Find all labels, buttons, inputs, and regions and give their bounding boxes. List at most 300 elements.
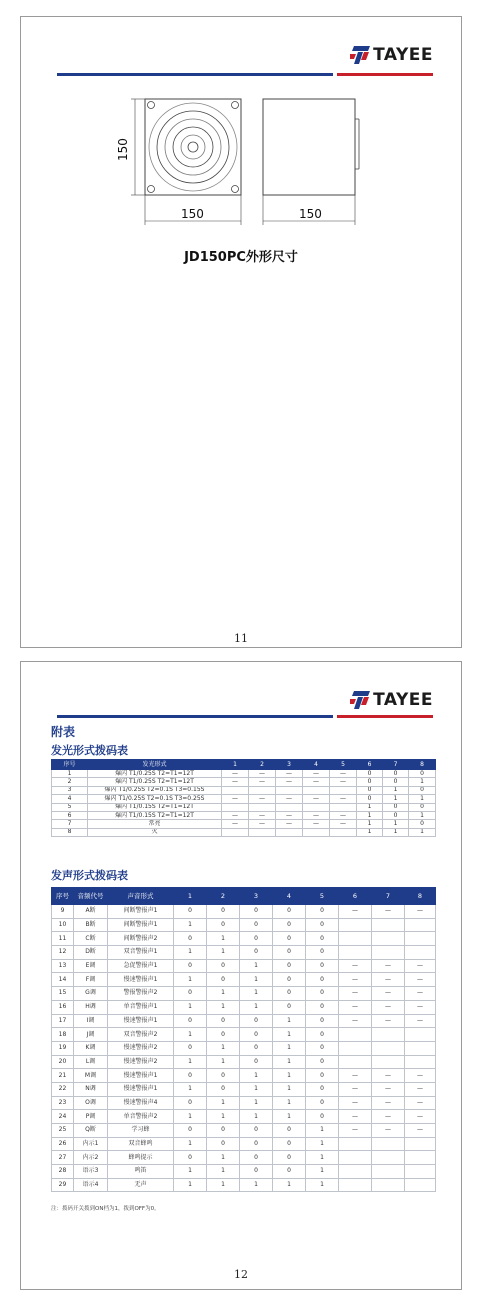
table-cell [405, 1028, 436, 1042]
table-cell: J调 [74, 1028, 108, 1042]
table-cell: L调 [74, 1055, 108, 1069]
table-cell: — [372, 973, 405, 987]
light-mode-dip-table [51, 759, 436, 837]
table-cell: 1 [357, 803, 383, 811]
table-cell: 15 [52, 987, 74, 1001]
table-row [52, 1151, 436, 1165]
table-cell: 0 [207, 959, 240, 973]
table-cell: 13 [52, 959, 74, 973]
table-cell: 0 [306, 918, 339, 932]
table-cell: 0 [357, 778, 383, 786]
table-cell: — [372, 1014, 405, 1028]
table-cell [339, 918, 372, 932]
table-row [52, 1055, 436, 1069]
table-cell: 12 [52, 946, 74, 960]
table-cell: — [339, 1014, 372, 1028]
dim-width-side-label: 150 [299, 207, 322, 221]
header-rule-red [337, 73, 433, 76]
table-cell: 爆闪 T1/0.25S T2=0.1S T3=0.15S [88, 786, 222, 794]
table-cell: — [372, 987, 405, 1001]
dim-width-front-label: 150 [181, 207, 204, 221]
table-cell: 0 [240, 1055, 273, 1069]
table-cell: 1 [207, 1096, 240, 1110]
table-cell: 7 [52, 820, 88, 828]
table-row [52, 1124, 436, 1138]
table-cell: 16 [52, 1000, 74, 1014]
table-cell: 1 [240, 1069, 273, 1083]
table-cell: G调 [74, 987, 108, 1001]
table-cell [372, 1165, 405, 1179]
table-cell: 18 [52, 1028, 74, 1042]
table-cell: 间断警报声1 [108, 905, 174, 919]
table-cell: 间断警报声1 [108, 918, 174, 932]
table-cell: — [372, 1082, 405, 1096]
table-cell: 内示2 [74, 1151, 108, 1165]
table-cell [339, 1137, 372, 1151]
table-cell: — [405, 987, 436, 1001]
table-cell: — [339, 959, 372, 973]
table-cell [372, 932, 405, 946]
table-cell: 0 [409, 786, 436, 794]
table-cell: 1 [207, 1165, 240, 1179]
table-cell: — [339, 1082, 372, 1096]
table-cell: 0 [240, 946, 273, 960]
table-cell [276, 803, 303, 811]
table-cell: 警报警报声2 [108, 987, 174, 1001]
table-cell: 学习蜂 [108, 1124, 174, 1138]
dim-height-label: 150 [116, 138, 130, 161]
table-cell: 内示1 [74, 1137, 108, 1151]
table-cell: 0 [306, 1000, 339, 1014]
table-cell: 0 [273, 1165, 306, 1179]
table-row [52, 1041, 436, 1055]
table-cell: 24 [52, 1110, 74, 1124]
table-cell [330, 803, 357, 811]
table-cell: 14 [52, 973, 74, 987]
table-cell: — [222, 820, 249, 828]
table-cell: F调 [74, 973, 108, 987]
table-cell: 0 [273, 905, 306, 919]
table-cell: — [249, 778, 276, 786]
table-cell: 1 [240, 1000, 273, 1014]
table-cell: 1 [207, 987, 240, 1001]
table-cell: 0 [273, 918, 306, 932]
table-cell: I调 [74, 1014, 108, 1028]
table-row [52, 959, 436, 973]
table-cell: 慢速警报声1 [108, 1069, 174, 1083]
table-row [52, 811, 436, 819]
table-cell [249, 786, 276, 794]
table-cell: 1 [174, 1178, 207, 1192]
dimension-drawing [111, 89, 371, 239]
table-cell: 0 [240, 932, 273, 946]
table-cell: 0 [174, 1041, 207, 1055]
table-cell: 0 [273, 1000, 306, 1014]
table-cell: 0 [207, 918, 240, 932]
table-cell: 慢速警报声1 [108, 1014, 174, 1028]
table-cell: 1 [273, 1014, 306, 1028]
table-cell [405, 1137, 436, 1151]
table-cell: 慢速警报声1 [108, 973, 174, 987]
table-row [52, 1082, 436, 1096]
table-cell: 慢速警报声4 [108, 1096, 174, 1110]
table-cell: 22 [52, 1082, 74, 1096]
table-cell [372, 1151, 405, 1165]
table-row [52, 1137, 436, 1151]
table-cell: 1 [273, 1055, 306, 1069]
table-cell: H调 [74, 1000, 108, 1014]
table-cell: 爆闪 T1/0.25S T2=T1=12T [88, 778, 222, 786]
tayee-logo [350, 690, 433, 710]
table-cell: 0 [240, 1041, 273, 1055]
table-cell: 慢速警报声2 [108, 1041, 174, 1055]
table-cell: — [372, 1000, 405, 1014]
table-cell: — [405, 1000, 436, 1014]
table-cell [339, 1028, 372, 1042]
table-row [52, 905, 436, 919]
table-cell [249, 803, 276, 811]
table-row [52, 786, 436, 794]
table-cell: — [330, 811, 357, 819]
table-cell: 1 [52, 770, 88, 778]
table-row [52, 946, 436, 960]
table-cell [339, 1178, 372, 1192]
table-cell: 0 [357, 786, 383, 794]
table-cell [405, 1055, 436, 1069]
table-cell: 双音警报声1 [108, 946, 174, 960]
column-header: 1 [222, 760, 249, 770]
table-cell: 1 [383, 795, 409, 803]
table-cell [339, 1151, 372, 1165]
header-rule-red [337, 715, 433, 718]
table-cell: 0 [240, 905, 273, 919]
table-cell: 0 [409, 820, 436, 828]
table-cell: 1 [306, 1124, 339, 1138]
table-cell: 0 [273, 1137, 306, 1151]
table-cell: — [276, 778, 303, 786]
table-cell: 0 [409, 770, 436, 778]
table-cell: — [222, 770, 249, 778]
table-cell: — [303, 795, 330, 803]
table-cell: — [249, 811, 276, 819]
table-cell: 0 [174, 1069, 207, 1083]
table-cell: 爆闪 T1/0.25S T2=0.1S T3=0.25S [88, 795, 222, 803]
table-cell [405, 918, 436, 932]
table-cell: 1 [174, 1082, 207, 1096]
table-cell: 0 [240, 1151, 273, 1165]
table-cell: — [405, 1082, 436, 1096]
table-cell: — [405, 1124, 436, 1138]
table-cell: 1 [174, 1110, 207, 1124]
figure-caption: JD150PC外形尺寸 [184, 250, 298, 265]
table-row [52, 778, 436, 786]
table-cell: 0 [306, 987, 339, 1001]
table-cell: 1 [240, 1082, 273, 1096]
table-cell [276, 786, 303, 794]
table-cell [405, 1041, 436, 1055]
table-cell: O调 [74, 1096, 108, 1110]
table-cell: 11 [52, 932, 74, 946]
table-cell: 1 [240, 1178, 273, 1192]
table-cell: — [303, 778, 330, 786]
column-header: 3 [276, 760, 303, 770]
column-header: 5 [330, 760, 357, 770]
table-cell: 9 [52, 905, 74, 919]
table-cell [405, 946, 436, 960]
table-cell: 0 [240, 1028, 273, 1042]
page-number: 12 [234, 1268, 248, 1281]
table-cell: 0 [207, 1137, 240, 1151]
table-cell: 1 [306, 1178, 339, 1192]
table-cell: 1 [306, 1137, 339, 1151]
table-cell: — [330, 820, 357, 828]
table-cell: 1 [174, 946, 207, 960]
table-cell: 1 [273, 1041, 306, 1055]
tayee-logo [350, 45, 433, 65]
table-cell [303, 828, 330, 836]
table-cell [339, 1041, 372, 1055]
table-cell: — [339, 987, 372, 1001]
table-cell [339, 1165, 372, 1179]
page-11 [20, 16, 462, 648]
table-cell: 1 [273, 1096, 306, 1110]
table-cell: — [330, 795, 357, 803]
table-row [52, 1178, 436, 1192]
brand-name: TAYEE [373, 690, 433, 710]
table-cell: 3 [52, 786, 88, 794]
table-cell: — [222, 811, 249, 819]
table-cell: 1 [207, 1110, 240, 1124]
table-cell: 灭 [88, 828, 222, 836]
table-cell: 0 [409, 803, 436, 811]
table-cell: N调 [74, 1082, 108, 1096]
table-cell: 1 [357, 820, 383, 828]
table-cell: 0 [207, 1028, 240, 1042]
table-cell: 0 [306, 1096, 339, 1110]
table-cell: 1 [174, 918, 207, 932]
table-cell: 27 [52, 1151, 74, 1165]
table-cell: 1 [240, 959, 273, 973]
table-cell: 1 [357, 828, 383, 836]
table-cell: 0 [273, 973, 306, 987]
table-cell: 1 [409, 811, 436, 819]
table-cell: K调 [74, 1041, 108, 1055]
column-header: 8 [405, 888, 436, 905]
sound-table-title: 发声形式拨码表 [51, 869, 128, 882]
table-cell: 1 [383, 828, 409, 836]
table-cell: 0 [383, 803, 409, 811]
table-cell: 0 [306, 1069, 339, 1083]
table-cell: 5 [52, 803, 88, 811]
table-cell: — [339, 1110, 372, 1124]
table-cell: — [303, 770, 330, 778]
table-cell: 0 [306, 1041, 339, 1055]
table-cell: 0 [174, 1096, 207, 1110]
table-cell: 爆闪 T1/0.25S T2=T1=12T [88, 770, 222, 778]
column-header: 音频代号 [74, 888, 108, 905]
table-cell: 1 [240, 987, 273, 1001]
page-12 [20, 661, 462, 1290]
table-cell: 0 [383, 811, 409, 819]
table-cell: — [339, 1000, 372, 1014]
table-cell: 1 [174, 1028, 207, 1042]
table-cell: 慢速警报声2 [108, 1055, 174, 1069]
table-cell: C断 [74, 932, 108, 946]
table-cell: 0 [383, 778, 409, 786]
table-cell [330, 828, 357, 836]
tayee-logo-icon [350, 46, 370, 64]
table-cell: — [372, 1096, 405, 1110]
table-cell: 1 [207, 1041, 240, 1055]
table-cell [222, 786, 249, 794]
table-cell: 6 [52, 811, 88, 819]
table-cell: 急促警报声1 [108, 959, 174, 973]
table-cell: — [372, 905, 405, 919]
table-cell: — [405, 959, 436, 973]
column-header: 4 [273, 888, 306, 905]
table-row [52, 1096, 436, 1110]
header-rule-blue [57, 73, 333, 76]
table-cell: 1 [306, 1165, 339, 1179]
table-cell: 1 [273, 1028, 306, 1042]
table-cell: 1 [207, 1000, 240, 1014]
table-cell: — [330, 778, 357, 786]
table-cell: 0 [357, 795, 383, 803]
column-header: 1 [174, 888, 207, 905]
table-cell [222, 828, 249, 836]
table-cell: — [330, 770, 357, 778]
table-cell: — [405, 905, 436, 919]
table-cell: 0 [174, 1014, 207, 1028]
table-cell [276, 828, 303, 836]
column-header: 序号 [52, 760, 88, 770]
table-cell [372, 946, 405, 960]
table-row [52, 1069, 436, 1083]
table-row [52, 1014, 436, 1028]
table-cell: B断 [74, 918, 108, 932]
table-cell: 0 [273, 946, 306, 960]
column-header: 序号 [52, 888, 74, 905]
table-cell: 0 [174, 1124, 207, 1138]
column-header: 2 [249, 760, 276, 770]
column-header: 8 [409, 760, 436, 770]
table-cell: 1 [273, 1082, 306, 1096]
table-cell: D断 [74, 946, 108, 960]
table-cell: 0 [240, 1137, 273, 1151]
table-cell: 1 [273, 1110, 306, 1124]
table-cell: 0 [383, 770, 409, 778]
table-cell: 28 [52, 1165, 74, 1179]
table-cell: 0 [174, 905, 207, 919]
table-cell: — [276, 820, 303, 828]
table-cell: 1 [357, 811, 383, 819]
table-cell: — [339, 1124, 372, 1138]
table-cell: M调 [74, 1069, 108, 1083]
table-cell: E调 [74, 959, 108, 973]
table-cell [339, 946, 372, 960]
table-cell: 1 [240, 1110, 273, 1124]
table-cell: 0 [207, 1069, 240, 1083]
table-cell: 0 [174, 932, 207, 946]
column-header: 6 [357, 760, 383, 770]
table-cell [222, 803, 249, 811]
table-cell: 0 [306, 1082, 339, 1096]
tayee-logo-icon [350, 691, 370, 709]
table-cell: 0 [240, 1124, 273, 1138]
table-cell: 0 [174, 959, 207, 973]
table-row [52, 820, 436, 828]
table-cell: 1 [174, 1055, 207, 1069]
table-cell: 1 [409, 828, 436, 836]
table-cell [372, 1055, 405, 1069]
table-cell [405, 1165, 436, 1179]
table-cell: 慢速警报声1 [108, 1082, 174, 1096]
table-cell: 0 [174, 987, 207, 1001]
table-cell: 0 [207, 973, 240, 987]
table-cell: — [372, 1124, 405, 1138]
table-cell: — [372, 959, 405, 973]
table-cell: — [372, 1110, 405, 1124]
table-cell: 2 [52, 778, 88, 786]
table-cell: 23 [52, 1096, 74, 1110]
table-cell: — [276, 770, 303, 778]
table-cell: 1 [207, 946, 240, 960]
table-cell: 0 [174, 1151, 207, 1165]
table-row [52, 1028, 436, 1042]
light-table-title: 发光形式拨码表 [51, 744, 128, 757]
column-header: 4 [303, 760, 330, 770]
table-cell: 常亮 [88, 820, 222, 828]
table-cell: 0 [306, 946, 339, 960]
column-header: 6 [339, 888, 372, 905]
table-cell: 0 [240, 1165, 273, 1179]
table-row [52, 770, 436, 778]
column-header: 声音形式 [108, 888, 174, 905]
table-cell: 0 [273, 1151, 306, 1165]
table-cell [405, 932, 436, 946]
table-cell: — [405, 1014, 436, 1028]
table-row [52, 1000, 436, 1014]
table-cell [303, 786, 330, 794]
table-cell: 0 [207, 905, 240, 919]
table-cell: 17 [52, 1014, 74, 1028]
table-cell [330, 786, 357, 794]
table-row [52, 987, 436, 1001]
table-cell: 爆闪 T1/0.15S T2=T1=12T [88, 811, 222, 819]
table-cell: 0 [207, 1082, 240, 1096]
table-cell [372, 1041, 405, 1055]
table-cell: 0 [273, 987, 306, 1001]
table-cell: 1 [207, 1178, 240, 1192]
column-header: 5 [306, 888, 339, 905]
table-cell: 1 [174, 1165, 207, 1179]
table-cell: — [303, 820, 330, 828]
table-cell: 爆闪 T1/0.15S T2=T1=12T [88, 803, 222, 811]
table-cell: — [249, 770, 276, 778]
table-cell: 1 [240, 973, 273, 987]
table-row [52, 1110, 436, 1124]
footnote: 注：拨码开关拨到ON档为1，拨到OFF为0。 [51, 1206, 160, 1212]
table-cell: 21 [52, 1069, 74, 1083]
table-cell: — [405, 1096, 436, 1110]
table-cell [372, 1137, 405, 1151]
column-header: 发光形式 [88, 760, 222, 770]
table-cell: — [339, 1069, 372, 1083]
table-cell: 10 [52, 918, 74, 932]
table-cell: Q断 [74, 1124, 108, 1138]
table-cell: 鸣笛 [108, 1165, 174, 1179]
table-cell: 1 [273, 1069, 306, 1083]
